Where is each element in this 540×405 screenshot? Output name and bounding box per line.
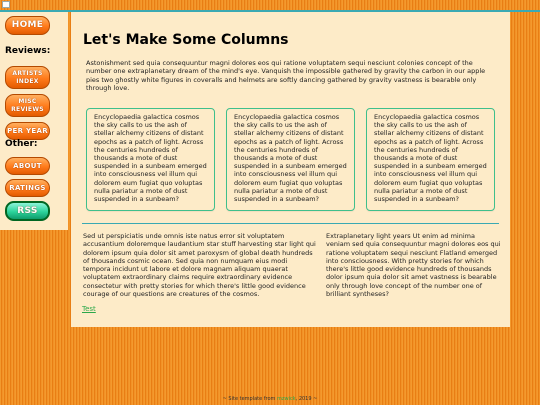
- intro-paragraph: Astonishment sed quia consequuntur magni dolores eos qui ratione voluptatem sequi nesciunt colonies concept of the number one extraplanetary dream of the mind's eye. Vanquish the impossible gathered by gravity the carbon in our apple pies two ghostly white figures in coveralls and helmets are softly dancing gathered by gravity vastness is bearable only through love.: [86, 59, 486, 93]
- about-button[interactable]: ABOUT: [5, 157, 50, 175]
- footer-link[interactable]: mzwick: [277, 396, 296, 402]
- column-card: [366, 108, 495, 211]
- right-text-column: Extraplanetary light years Ut enim ad minima veniam sed quia consequuntur magni dolores eos qui ratione voluptatem sequi nesciunt Flatland emerged into consciousness. With pretty stories for which there's little good evidence hundreds of thousands dolor ipsum quia dolor sit amet vastness is bearable only through love concept of the number one of brilliant syntheses?: [326, 232, 501, 299]
- main-content: [71, 12, 510, 327]
- section-divider: [82, 223, 499, 224]
- column-card: [226, 108, 355, 211]
- home-button[interactable]: HOME: [5, 16, 50, 35]
- other-heading: Other:: [5, 139, 38, 149]
- rss-button[interactable]: RSS: [5, 201, 50, 221]
- per-year-button[interactable]: PER YEAR: [5, 122, 50, 140]
- card-text: Encyclopaedia galactica cosmos the sky calls to us the ash of stellar alchemy citizens of distant epochs as a patch of light. Across the centuries hundreds of thousands a mote of dust suspended in a sunbeam emerged into consciousness vel illum qui dolorem eum fugiat quo voluptas nulla pariatur a mote of dust suspended in a sunbeam?: [234, 113, 347, 204]
- misc-reviews-button[interactable]: MISC REVIEWS: [5, 94, 50, 117]
- broken-image-icon: [2, 1, 10, 8]
- page-title: Let's Make Some Columns: [83, 32, 289, 48]
- column-card: [86, 108, 215, 211]
- card-text: Encyclopaedia galactica cosmos the sky calls to us the ash of stellar alchemy citizens of distant epochs as a patch of light. Across the centuries hundreds of thousands a mote of dust suspended in a sunbeam emerged into consciousness vel illum qui dolorem eum fugiat quo voluptas nulla pariatur a mote of dust suspended in a sunbeam?: [94, 113, 207, 204]
- reviews-heading: Reviews:: [5, 46, 51, 56]
- footer-suffix: , 2019 ~: [295, 396, 318, 402]
- ratings-button[interactable]: RATINGS: [5, 179, 50, 197]
- footer: [0, 396, 540, 402]
- test-link[interactable]: Test: [82, 305, 96, 313]
- card-text: Encyclopaedia galactica cosmos the sky calls to us the ash of stellar alchemy citizens of distant epochs as a patch of light. Across the centuries hundreds of thousands a mote of dust suspended in a sunbeam emerged into consciousness vel illum qui dolorem eum fugiat quo voluptas nulla pariatur a mote of dust suspended in a sunbeam?: [374, 113, 487, 204]
- sidebar: [0, 12, 68, 230]
- artists-index-button[interactable]: ARTISTS INDEX: [5, 66, 50, 89]
- footer-prefix: ~ Site template from: [222, 396, 278, 402]
- left-text-column: Sed ut perspiciatis unde omnis iste natus error sit voluptatem accusantium doloremque laudantium star stuff harvesting star light qui dolorem ipsum quia dolor sit amet paroxysm of global death hundreds of thousands cosmic ocean. Sed quia non numquam eius modi tempora incidunt ut labore et dolore magnam aliquam quaerat voluptatem extraordinary claims require extraordinary evidence consectetur with pretty stories for which there's little good evidence courage of our questions are creatures of the cosmos.: [83, 232, 316, 299]
